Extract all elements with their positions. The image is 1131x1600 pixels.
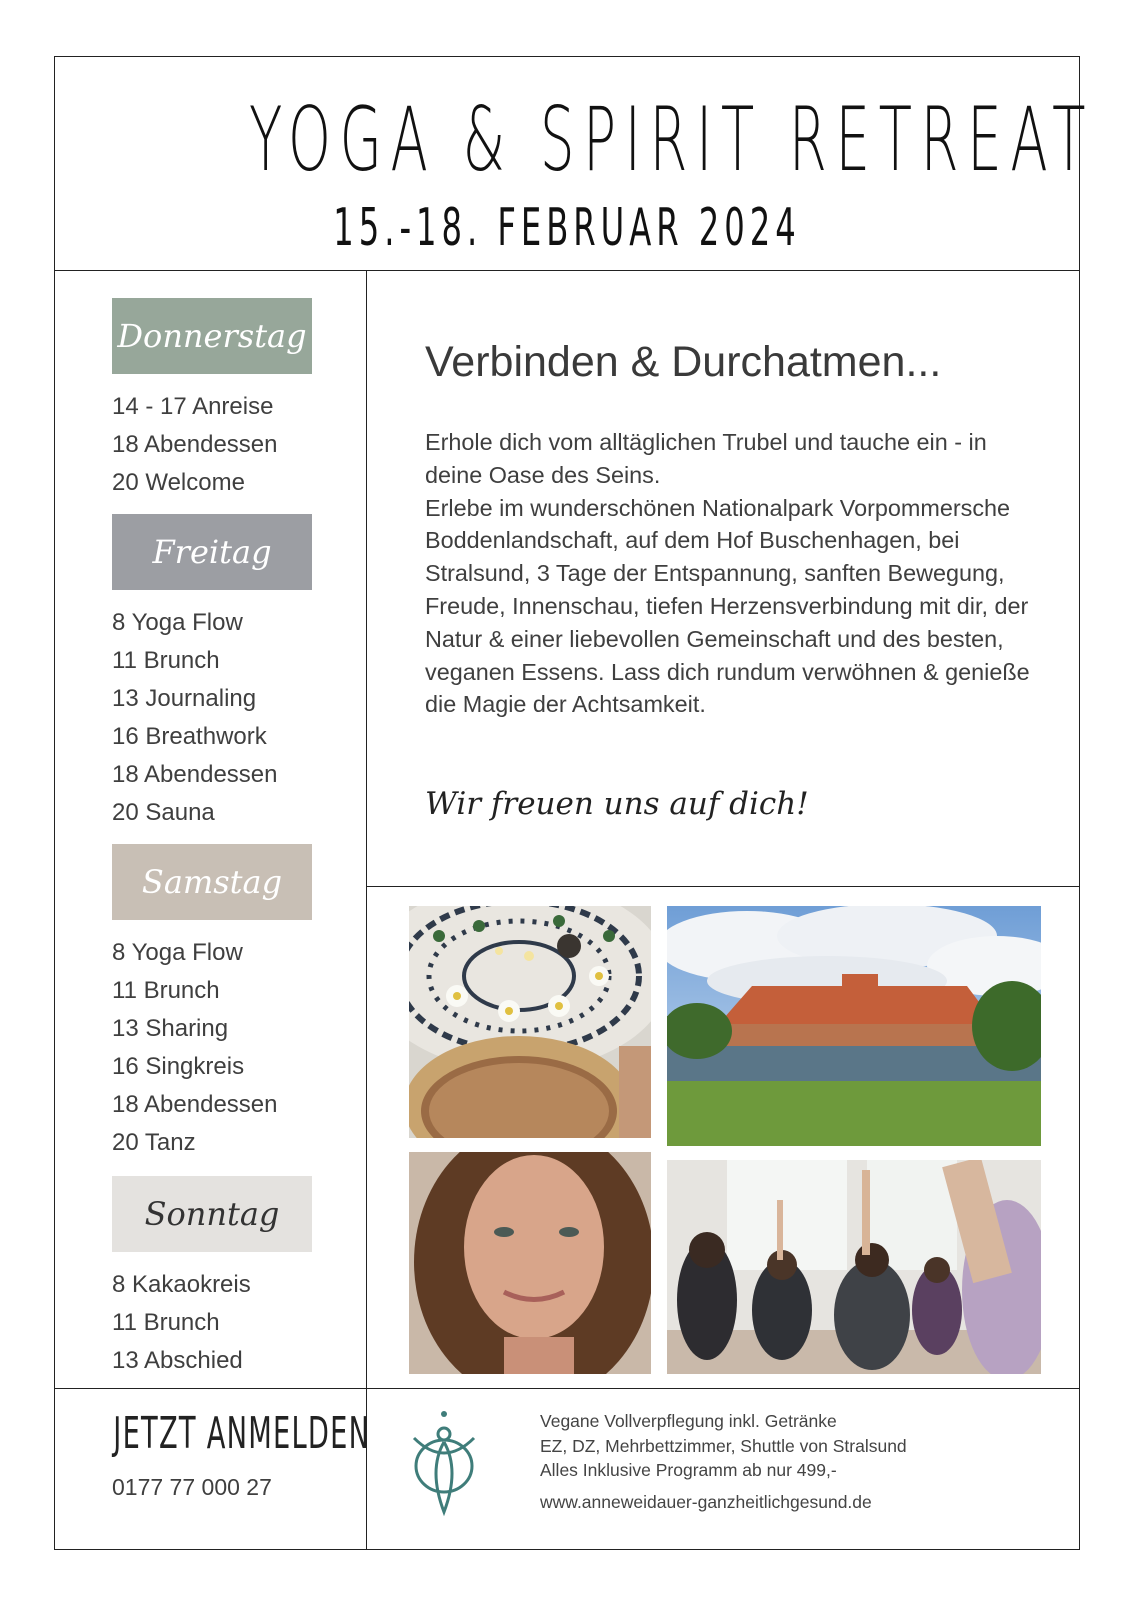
info-item: Alles Inklusive Programm ab nur 499,- (540, 1460, 837, 1480)
schedule-item: 11 Brunch (112, 647, 220, 674)
schedule-item: 13 Journaling (112, 685, 257, 712)
photo-portrait (409, 1152, 651, 1374)
schedule-item: 11 Brunch (112, 977, 220, 1004)
photo-yoga-class (667, 1160, 1041, 1374)
photo-hof-buschenhagen (667, 906, 1041, 1146)
day-label-samstag: Samstag (112, 844, 312, 920)
info-item: EZ, DZ, Mehrbettzimmer, Shuttle von Stralsund (540, 1435, 907, 1456)
retreat-info-list (540, 1409, 907, 1483)
schedule-list-donnerstag (112, 388, 277, 502)
intro-paragraph: Erlebe im wunderschönen Nationalpark Vorpommersche Boddenlandschaft, auf dem Hof Buschenhagen, bei Stralsund, 3 Tage der Entspannung, sanften Bewegung, Freude, Innenschau, tiefen Herzensverbindung mit dir, der Natur & einer liebevollen Gemeinschaft und des besten, veganen Essens. Lass dich rundum verwöhnen & genieße die Magie der Achtsamkeit. (425, 494, 1030, 718)
divider-sidebar (366, 270, 367, 1550)
info-item: Vegane Vollverpflegung inkl. Getränke (540, 1411, 837, 1431)
signoff: Wir freuen uns auf dich! (425, 786, 809, 822)
photo-cacao-ceremony (409, 906, 651, 1138)
day-label-freitag: Freitag (112, 514, 312, 590)
schedule-item: 18 Abendessen (112, 761, 278, 788)
divider-header (54, 270, 1080, 271)
schedule-item: 20 Sauna (112, 799, 215, 826)
phone-number[interactable]: 0177 77 000 27 (112, 1474, 272, 1500)
event-date: 15.-18. FEBRUAR 2024 (333, 198, 801, 258)
schedule-item: 14 - 17 Anreise (112, 393, 274, 420)
schedule-item: 18 Abendessen (112, 1091, 278, 1118)
schedule-item: 11 Brunch (112, 1309, 220, 1336)
schedule-item: 20 Tanz (112, 1129, 196, 1156)
photo-portrait-graphic (409, 1152, 651, 1374)
schedule-item: 8 Kakaokreis (112, 1271, 251, 1298)
divider-footer (54, 1388, 1080, 1389)
yoga-figure-logo-icon (406, 1408, 476, 1518)
divider-intro (366, 886, 1080, 887)
schedule-item: 13 Abschied (112, 1347, 243, 1374)
schedule-item: 20 Welcome (112, 469, 245, 496)
page-title: YOGA & SPIRIT RETREAT (248, 88, 1095, 191)
register-cta[interactable]: JETZT ANMELDEN (113, 1408, 371, 1459)
schedule-item: 13 Sharing (112, 1015, 229, 1042)
website-link[interactable]: www.anneweidauer-ganzheitlichgesund.de (540, 1492, 872, 1512)
day-label-donnerstag: Donnerstag (112, 298, 312, 374)
day-label-sonntag: Sonntag (112, 1176, 312, 1252)
photo-hof-buschenhagen-graphic (667, 906, 1041, 1146)
photo-yoga-class-graphic (667, 1160, 1041, 1374)
intro-body (425, 426, 1045, 721)
schedule-list-freitag (112, 604, 277, 832)
schedule-item: 16 Breathwork (112, 723, 267, 750)
intro-paragraph: Erhole dich vom alltäglichen Trubel und tauche ein - in deine Oase des Seins. (425, 429, 987, 488)
schedule-item: 16 Singkreis (112, 1053, 245, 1080)
photo-cacao-ceremony-graphic (409, 906, 651, 1138)
schedule-item: 8 Yoga Flow (112, 939, 243, 966)
schedule-list-samstag (112, 934, 277, 1162)
intro-heading: Verbinden & Durchatmen... (425, 338, 942, 386)
schedule-list-sonntag (112, 1266, 251, 1380)
schedule-item: 8 Yoga Flow (112, 609, 243, 636)
schedule-item: 18 Abendessen (112, 431, 278, 458)
